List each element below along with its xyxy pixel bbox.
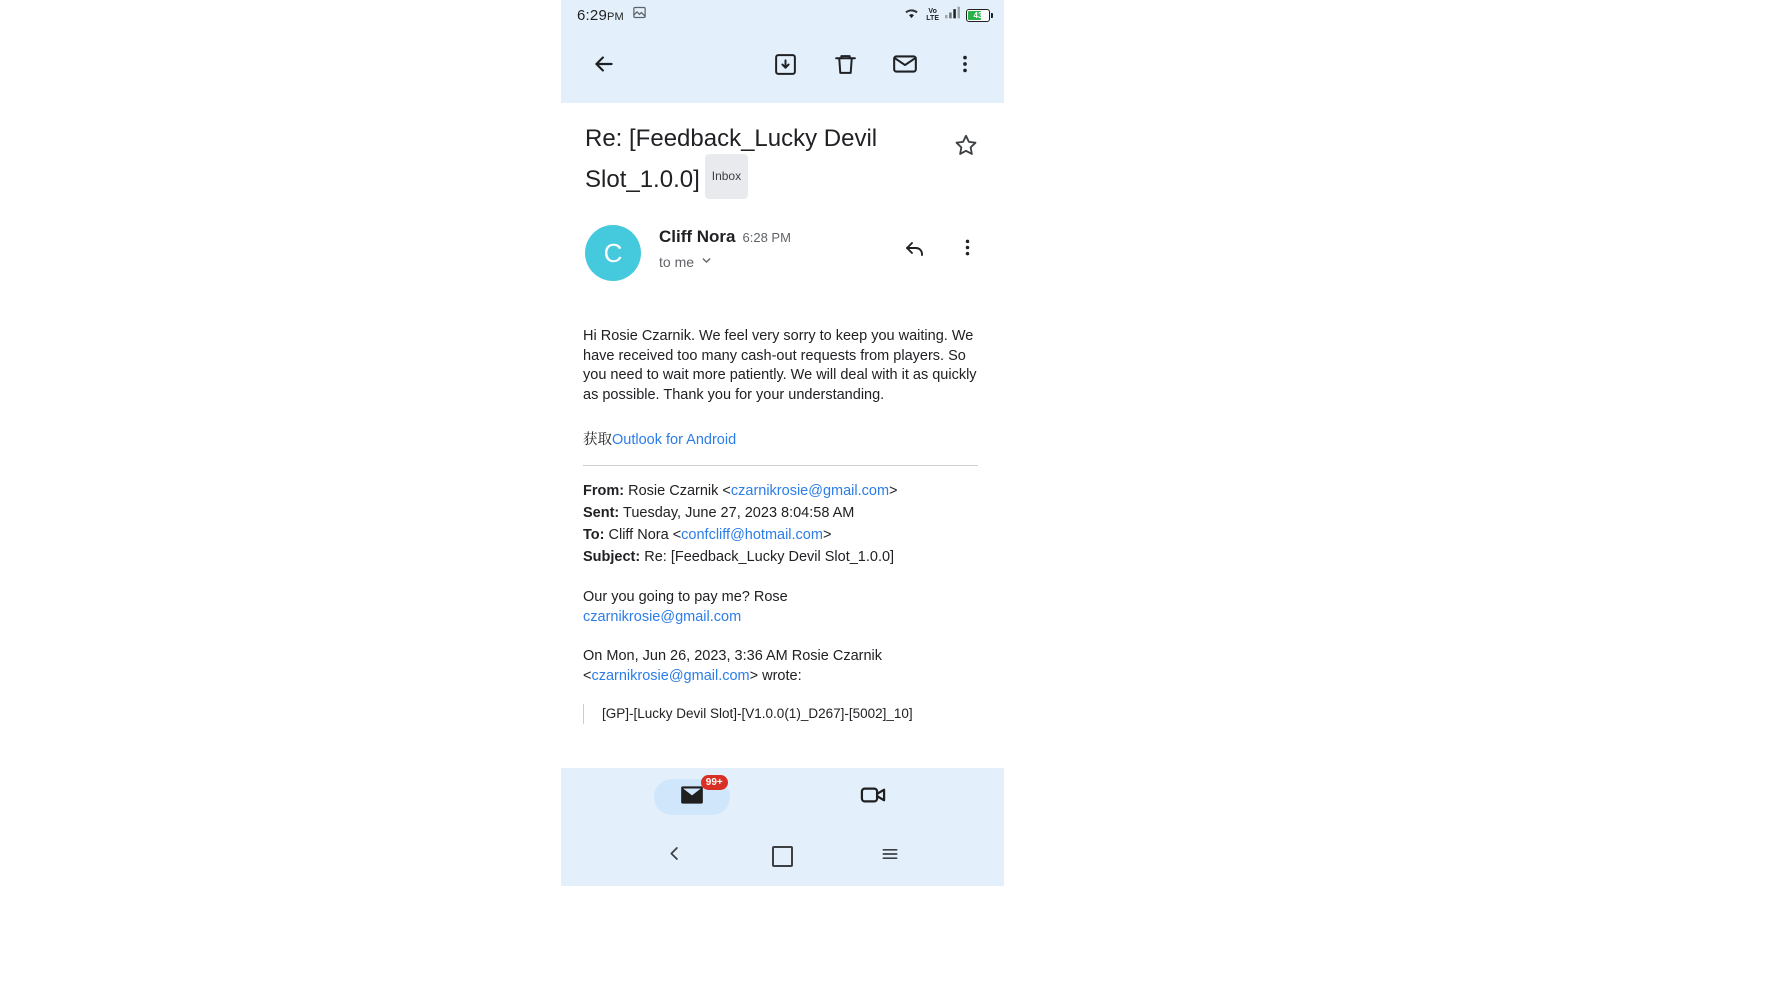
- subject-value: Re: [Feedback_Lucky Devil Slot_1.0.0]: [644, 548, 895, 565]
- battery-percent: 43: [973, 10, 983, 20]
- nav-home-icon: [772, 846, 793, 867]
- back-arrow-icon: [591, 51, 617, 82]
- on-wrote-email-link[interactable]: czarnikrosie@gmail.com: [591, 667, 750, 684]
- delete-button[interactable]: [824, 46, 866, 88]
- nav-home-button[interactable]: [759, 833, 805, 879]
- mark-unread-button[interactable]: [884, 46, 926, 88]
- envelope-icon: [892, 51, 918, 82]
- star-outline-icon: [953, 132, 979, 163]
- image-icon: [632, 5, 647, 25]
- recipient-toggle[interactable]: [659, 254, 894, 270]
- quoted-question-email-link[interactable]: czarnikrosie@gmail.com: [583, 608, 742, 625]
- status-time-value: 6:29: [577, 6, 607, 24]
- from-email-link[interactable]: czarnikrosie@gmail.com: [730, 482, 890, 499]
- volte-icon: Vo LTE: [926, 8, 939, 22]
- archive-button[interactable]: [764, 46, 806, 88]
- email-subject: [585, 119, 946, 203]
- signal-bars-icon: [945, 6, 960, 24]
- wifi-icon: [903, 6, 920, 24]
- subject-row: [561, 103, 1004, 203]
- phone-screen: [561, 0, 1004, 886]
- battery-icon: [966, 9, 990, 22]
- header-from: From: Rosie Czarnik <czarnikrosie@gmail.com>: [583, 482, 898, 499]
- nav-recents-button[interactable]: [867, 833, 913, 879]
- header-sent: [583, 502, 980, 524]
- from-label: From:: [583, 482, 625, 499]
- more-vertical-icon: [957, 237, 978, 263]
- divider: [583, 465, 978, 466]
- from-name: Rosie Czarnik: [628, 482, 719, 499]
- nav-back-icon: [665, 844, 684, 868]
- nav-recents-icon: [880, 844, 900, 869]
- tab-meet[interactable]: [835, 779, 911, 815]
- inbox-label-chip: Inbox: [705, 154, 748, 199]
- on-wrote-suffix: > wrote:: [749, 667, 802, 684]
- reply-arrow-icon: [903, 236, 927, 265]
- quoted-headers: [583, 480, 980, 568]
- subject-label: Subject:: [583, 548, 641, 565]
- archive-icon: [773, 52, 798, 82]
- toolbar-more-button[interactable]: [944, 46, 986, 88]
- sender-name: Cliff Nora: [659, 227, 736, 246]
- status-left-icons: [632, 5, 647, 25]
- quoted-question-block: [583, 588, 980, 627]
- message-more-button[interactable]: [946, 229, 988, 271]
- mail-unread-badge: 99+: [701, 775, 728, 790]
- star-button[interactable]: [946, 127, 986, 167]
- status-right-icons: [903, 0, 990, 30]
- avatar: C: [585, 225, 641, 281]
- get-outlook-line: [583, 431, 980, 451]
- quoted-question: Our you going to pay me? Rose: [583, 588, 788, 605]
- status-time: [577, 7, 624, 24]
- reply-button[interactable]: [894, 229, 936, 271]
- header-to: To: Cliff Nora <confcliff@hotmail.com>: [583, 526, 832, 543]
- mail-icon: [679, 782, 705, 813]
- bottom-area: [561, 768, 1004, 886]
- message-actions: [894, 225, 988, 271]
- video-camera-icon: [859, 781, 887, 814]
- sent-time: 6:28 PM: [742, 230, 791, 245]
- sent-value: Tuesday, June 27, 2023 8:04:58 AM: [623, 504, 855, 521]
- trash-icon: [833, 52, 858, 82]
- chevron-down-icon: [700, 254, 713, 270]
- sender-info: [659, 225, 894, 270]
- status-bar: [561, 0, 1004, 30]
- status-time-ampm: PM: [607, 10, 624, 23]
- sent-label: Sent:: [583, 504, 620, 521]
- body-paragraph: Hi Rosie Czarnik. We feel very sorry to keep you waiting. We have received too many cash-out requests from players. So you need to wait more patiently. We will deal with it as quickly as possible. Thank you for your understanding.: [583, 328, 977, 403]
- on-wrote-prefix: On Mon, Jun 26, 2023, 3:36 AM Rosie Czarnik <: [583, 648, 883, 684]
- to-name: Cliff Nora: [608, 526, 669, 543]
- bottom-tab-bar: [561, 768, 1004, 826]
- sender-row: [561, 203, 1004, 281]
- outlook-for-android-link[interactable]: Outlook for Android: [612, 432, 737, 449]
- android-nav-bar: [561, 826, 1004, 886]
- more-vertical-icon: [954, 53, 976, 80]
- quoted-block: [583, 704, 980, 724]
- email-subject-text: Re: [Feedback_Lucky Devil Slot_1.0.0]: [585, 125, 878, 193]
- to-label: To:: [583, 526, 605, 543]
- nav-back-button[interactable]: [652, 833, 698, 879]
- quoted-text: [GP]-[Lucky Devil Slot]-[V1.0.0(1)_D267]-[5002]_10]: [602, 706, 913, 722]
- back-button[interactable]: [583, 46, 625, 88]
- on-wrote-line: [583, 647, 980, 686]
- header-subject: [583, 546, 980, 568]
- email-body: [561, 281, 1004, 724]
- recipient-label: to me: [659, 254, 695, 270]
- to-email-link[interactable]: confcliff@hotmail.com: [681, 526, 823, 543]
- email-toolbar: [561, 30, 1004, 103]
- tab-mail[interactable]: [654, 779, 730, 815]
- get-outlook-prefix: 获取: [583, 432, 612, 449]
